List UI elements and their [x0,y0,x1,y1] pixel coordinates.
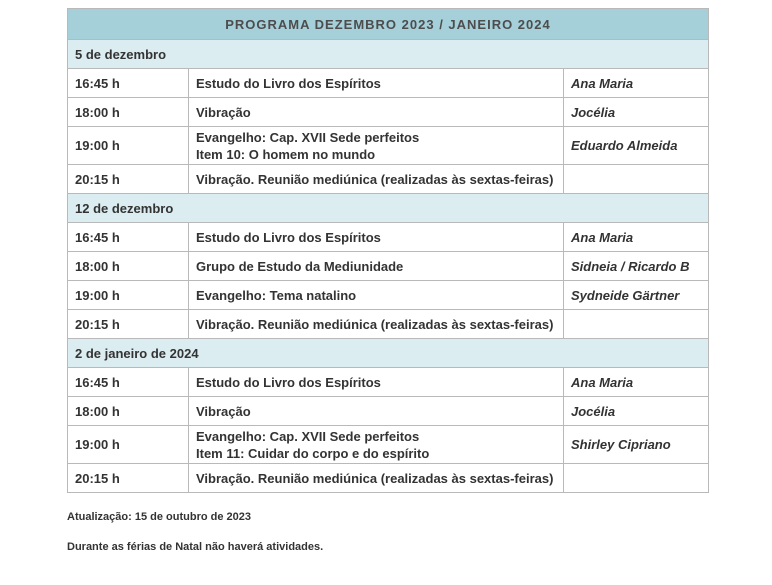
activity-line: Grupo de Estudo da Mediunidade [196,258,404,274]
activity-line: Estudo do Livro dos Espíritos [196,374,381,390]
section-header-row [68,339,709,368]
title-row [68,9,709,40]
speaker-cell: Jocélia [564,397,709,426]
speaker-cell: Ana Maria [564,69,709,98]
activity-cell [189,69,564,98]
activity-cell [189,464,564,493]
activity-line: Vibração [196,104,251,120]
section-date: 12 de dezembro [68,194,709,223]
activity-line: Item 10: O homem no mundo [196,146,376,162]
schedule-row [68,252,709,281]
program-table [67,8,709,493]
activity-line: Vibração [196,403,251,419]
speaker-cell: Jocélia [564,98,709,127]
holiday-note: Durante as férias de Natal não haverá atividades. [67,541,324,553]
update-note: Atualização: 15 de outubro de 2023 [67,511,251,523]
table-title: PROGRAMA DEZEMBRO 2023 / JANEIRO 2024 [68,9,709,40]
speaker-cell: Eduardo Almeida [564,127,709,165]
activity-line: Item 11: Cuidar do corpo e do espírito [196,445,430,461]
activity-cell [189,98,564,127]
time-cell: 16:45 h [68,69,189,98]
time-cell: 18:00 h [68,98,189,127]
schedule-row [68,426,709,464]
activity-line: Estudo do Livro dos Espíritos [196,229,381,245]
time-cell: 16:45 h [68,223,189,252]
schedule-row [68,127,709,165]
activity-cell [189,368,564,397]
section-header-row [68,194,709,223]
schedule-row [68,165,709,194]
time-cell: 19:00 h [68,127,189,165]
schedule-row [68,310,709,339]
activity-line: Evangelho: Cap. XVII Sede perfeitos [196,129,420,145]
time-cell: 16:45 h [68,368,189,397]
time-cell: 20:15 h [68,165,189,194]
activity-line: Vibração. Reunião mediúnica (realizadas às sextas-feiras) [196,470,554,486]
activity-cell [189,252,564,281]
activity-cell [189,397,564,426]
time-cell: 18:00 h [68,397,189,426]
schedule-row [68,69,709,98]
speaker-cell [564,310,709,339]
activity-cell [189,165,564,194]
activity-line: Vibração. Reunião mediúnica (realizadas às sextas-feiras) [196,171,554,187]
schedule-row [68,223,709,252]
section-date: 5 de dezembro [68,40,709,69]
speaker-cell [564,165,709,194]
time-cell: 20:15 h [68,464,189,493]
activity-cell [189,127,564,165]
speaker-cell: Sidneia / Ricardo B [564,252,709,281]
schedule-row [68,368,709,397]
schedule-row [68,281,709,310]
schedule-row [68,98,709,127]
activity-cell [189,281,564,310]
activity-line: Estudo do Livro dos Espíritos [196,75,381,91]
schedule-row [68,464,709,493]
speaker-cell [564,464,709,493]
activity-line: Evangelho: Tema natalino [196,287,357,303]
schedule-row [68,397,709,426]
activity-cell [189,426,564,464]
speaker-cell: Ana Maria [564,368,709,397]
time-cell: 20:15 h [68,310,189,339]
activity-cell [189,223,564,252]
speaker-cell: Shirley Cipriano [564,426,709,464]
section-date: 2 de janeiro de 2024 [68,339,709,368]
time-cell: 19:00 h [68,281,189,310]
speaker-cell: Sydneide Gärtner [564,281,709,310]
time-cell: 19:00 h [68,426,189,464]
activity-cell [189,310,564,339]
time-cell: 18:00 h [68,252,189,281]
activity-line: Vibração. Reunião mediúnica (realizadas às sextas-feiras) [196,316,554,332]
section-header-row [68,40,709,69]
speaker-cell: Ana Maria [564,223,709,252]
activity-line: Evangelho: Cap. XVII Sede perfeitos [196,428,420,444]
